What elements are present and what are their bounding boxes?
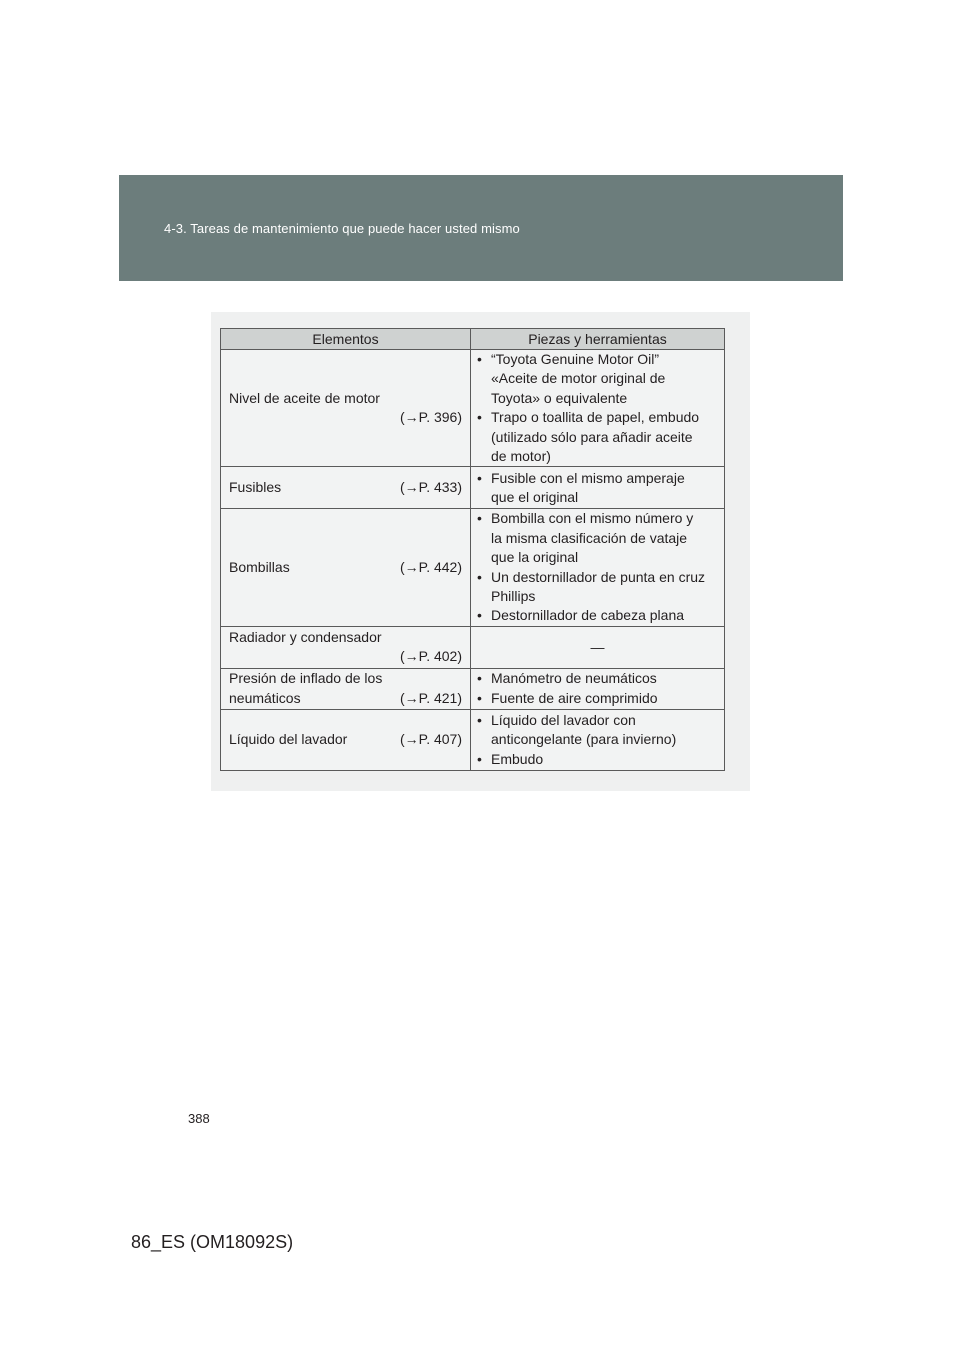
parts-cell: [471, 509, 725, 626]
document-code: 86_ES (OM18092S): [131, 1232, 294, 1252]
parts-cell: [471, 467, 725, 509]
parts-cell: [471, 668, 725, 709]
list-item-line: anticongelante (para invierno): [491, 731, 677, 748]
parts-cell: [471, 709, 725, 770]
list-item-line: la misma clasificación de vataje: [491, 529, 688, 546]
item-name: Fusibles: [229, 479, 282, 496]
item-cell: [221, 509, 471, 626]
list-item-line: • Destornillador de cabeza plana: [491, 607, 685, 624]
column-header-items: Elementos: [221, 329, 471, 350]
list-item: [472, 350, 724, 408]
parts-cell: [471, 350, 725, 467]
list-item-line: • “Toyota Genuine Motor Oil”: [491, 351, 660, 367]
page-reference: (→P. 402): [400, 648, 462, 665]
page-reference: (→P. 442): [400, 558, 462, 575]
table-row: [221, 467, 725, 509]
list-item-line: (utilizado sólo para añadir aceite: [491, 428, 693, 445]
maintenance-table-panel: [211, 312, 750, 791]
list-item-line: • Un destornillador de punta en cruz: [491, 568, 706, 585]
column-header-parts-tools: Piezas y herramientas: [471, 329, 725, 350]
list-item-line: • Líquido del lavador con: [491, 711, 636, 728]
table-row: [221, 626, 725, 668]
list-item-line: que la original: [491, 549, 579, 566]
list-item-line: de motor): [491, 448, 551, 465]
list-item: [472, 469, 724, 508]
section-header-band: [119, 175, 843, 281]
page-reference: (→P. 421): [400, 689, 462, 706]
parts-list: [471, 711, 724, 769]
parts-list: [471, 669, 724, 708]
list-item-line: • Trapo o toallita de papel, embudo: [491, 409, 700, 426]
list-item-line: • Fusible con el mismo amperaje: [491, 469, 685, 486]
item-cell: [221, 668, 471, 709]
list-item: [472, 750, 724, 769]
table-row: [221, 350, 725, 467]
item-name: Bombillas: [229, 558, 290, 575]
item-cell: [221, 350, 471, 467]
parts-list: [471, 469, 724, 508]
list-item-line: Toyota» o equivalente: [491, 389, 628, 406]
item-name: Radiador y condensador: [229, 628, 382, 645]
item-name: Nivel de aceite de motor: [229, 389, 380, 406]
list-item: [472, 568, 724, 607]
list-item-line: • Fuente de aire comprimido: [491, 689, 658, 706]
page-reference: (→P. 396): [400, 409, 462, 426]
table-row: [221, 709, 725, 770]
list-item-line: • Bombilla con el mismo número y: [491, 510, 694, 527]
table-header-row: [221, 329, 725, 350]
table-row: [221, 509, 725, 626]
maintenance-table: [220, 328, 725, 771]
table-row: [221, 668, 725, 709]
item-name: Presión de inflado de los: [229, 670, 383, 687]
page-reference: (→P. 433): [400, 479, 462, 496]
item-name-continued: neumáticos: [229, 689, 301, 706]
page-number: 388: [188, 1111, 210, 1126]
list-item-line: • Embudo: [491, 750, 544, 767]
list-item-line: «Aceite de motor original de: [491, 370, 666, 387]
parts-list: [471, 350, 724, 466]
page-reference: (→P. 407): [400, 731, 462, 748]
list-item: [472, 669, 724, 688]
item-cell: [221, 626, 471, 668]
list-item: [472, 606, 724, 625]
parts-list: [471, 509, 724, 625]
list-item-line: que el original: [491, 488, 579, 505]
list-item: [472, 689, 724, 708]
item-cell: [221, 467, 471, 509]
item-cell: [221, 709, 471, 770]
section-title: 4-3. Tareas de mantenimiento que puede hacer usted mismo: [164, 221, 520, 236]
item-name: Líquido del lavador: [229, 731, 348, 748]
list-item-line: Phillips: [491, 588, 536, 605]
no-parts-dash: —: [590, 638, 605, 655]
list-item-line: • Manómetro de neumáticos: [491, 670, 657, 687]
list-item: [472, 509, 724, 567]
list-item: [472, 711, 724, 750]
list-item: [472, 408, 724, 466]
parts-cell: [471, 626, 725, 668]
